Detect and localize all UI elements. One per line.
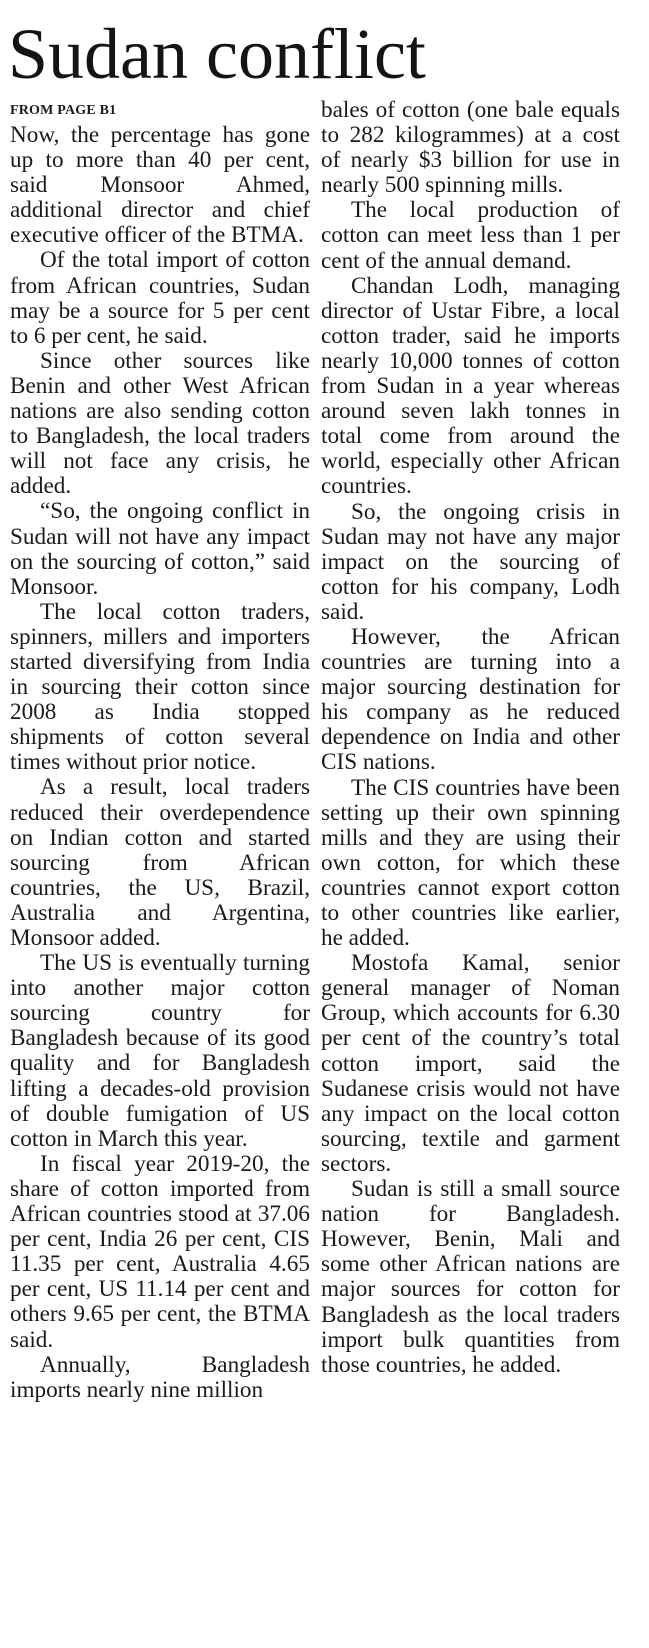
paragraph: bales of cotton (one bale equals to 282 kilogrammes) at a cost of nearly $3 billion for use in nearly 500 spinning mills. [321,97,620,199]
paragraph: Now, the percentage has gone up to more than 40 per cent, said Monsoor Ahmed, additional director and chief executive officer of the BTMA. [10,122,310,249]
continuation-kicker: FROM PAGE B1 [10,103,117,118]
paragraph: “So, the ongoing conflict in Sudan will not have any impact on the sourcing of cotton,” said Monsoor. [10,498,310,600]
paragraph: The local production of cotton can meet less than 1 per cent of the annual demand. [321,197,620,274]
paragraph: The local cotton traders, spinners, millers and importers started diversifying from India in sourcing their cotton since 2008 as India stopped shipments of cotton several times without prior notice. [10,598,310,776]
paragraph: However, the African countries are turning into a major sourcing destination for his company as he reduced dependence on India and other CIS nations. [321,623,620,776]
paragraph: Of the total import of cotton from African countries, Sudan may be a source for 5 per cent to 6 per cent, he said. [10,247,310,349]
left-column [10,101,310,1403]
paragraph: In fiscal year 2019-20, the share of cotton imported from African countries stood at 37.06 per cent, India 26 per cent, CIS 11.35 per cent, Australia 4.65 per cent, US 11.14 per cent and others 9.65 per cent, the BTMA said. [10,1150,310,1353]
right-column [321,98,620,1378]
paragraph: Annually, Bangladesh imports nearly nine million [10,1351,310,1403]
headline: Sudan conflict [8,14,426,94]
paragraph: The US is eventually turning into another major cotton sourcing country for Bangladesh because of its good quality and for Bangladesh lifting a decades-old provision of double fumigation of US cotton in March this year. [10,950,310,1152]
paragraph: As a result, local traders reduced their overdependence on Indian cotton and started sourcing from African countries, the US, Brazil, Australia and Argentina, Monsoor added. [10,774,310,951]
paragraph: Sudan is still a small source nation for Bangladesh. However, Benin, Mali and some other African nations are major sources for cotton for Bangladesh as the local traders import bulk quantities from those countries, he added. [321,1176,620,1378]
paragraph: Since other sources like Benin and other West African nations are also sending cotton to Bangladesh, the local traders will not face any crisis, he added. [10,347,310,500]
paragraph: The CIS countries have been setting up their own spinning mills and they are using their own cotton, for which these countries cannot export cotton to other countries like earlier, he added. [321,774,620,952]
paragraph: So, the ongoing crisis in Sudan may not have any major impact on the sourcing of cotton for his company, Lodh said. [321,498,620,625]
paragraph: Chandan Lodh, managing director of Ustar Fibre, a local cotton trader, said he imports nearly 10,000 tonnes of cotton from Sudan in a year whereas around seven lakh tonnes in total come from around the world, especially other African countries. [321,272,620,500]
paragraph: Mostofa Kamal, senior general manager of Noman Group, which accounts for 6.30 per cent of the country’s total cotton import, said the Sudanese crisis would not have any impact on the local cotton sourcing, textile and garment sectors. [321,950,620,1177]
